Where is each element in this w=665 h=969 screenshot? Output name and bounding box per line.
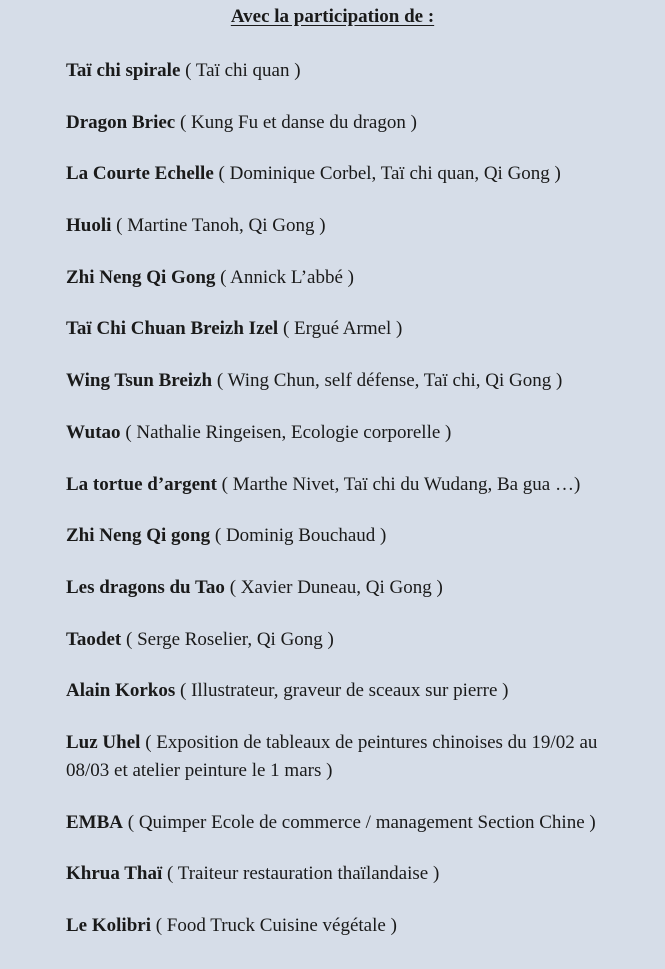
participant-details: ( Ergué Armel ) — [282, 318, 403, 340]
list-item — [66, 574, 626, 602]
participant-details: ( Dominique Corbel, Taï chi quan, Qi Gong ) — [218, 163, 561, 185]
list-item — [66, 471, 626, 499]
list-item — [66, 419, 626, 447]
list-item — [66, 212, 626, 240]
participant-name: Taï Chi Chuan Breizh Izel — [66, 318, 279, 340]
participant-name: Alain Korkos — [66, 680, 176, 702]
list-item — [66, 109, 626, 137]
list-item — [66, 860, 626, 888]
participant-details: ( Annick L’abbé ) — [220, 266, 355, 288]
list-item — [66, 677, 626, 705]
participant-name: Luz Uhel — [66, 731, 141, 753]
list-item — [66, 522, 626, 550]
participant-details: ( Taï chi quan ) — [185, 60, 301, 81]
participant-details: ( Serge Roselier, Qi Gong ) — [126, 628, 334, 650]
list-item — [66, 160, 626, 188]
page-title: Avec la participation de : — [230, 6, 435, 27]
list-item — [66, 264, 626, 292]
participant-details: ( Quimper Ecole de commerce / management Section Chine ) — [127, 811, 596, 833]
list-item — [66, 57, 626, 85]
participant-name: Zhi Neng Qi gong — [66, 525, 211, 547]
participant-name: Les dragons du Tao — [66, 576, 225, 598]
participant-name: Le Kolibri — [66, 915, 151, 936]
participant-name: Khrua Thaï — [66, 863, 163, 885]
participant-name: Taodet — [66, 628, 122, 650]
participant-details: ( Kung Fu et danse du dragon ) — [179, 111, 417, 133]
participant-details: ( Xavier Duneau, Qi Gong ) — [229, 576, 443, 598]
list-item — [66, 912, 626, 940]
participant-details: ( Illustrateur, graveur de sceaux sur pierre ) — [180, 680, 509, 702]
participant-details: ( Wing Chun, self défense, Taï chi, Qi Gong ) — [216, 370, 563, 392]
list-item — [66, 315, 626, 343]
participant-name: Wutao — [66, 421, 121, 443]
participant-details: ( Martine Tanoh, Qi Gong ) — [116, 215, 326, 237]
participant-name: Wing Tsun Breizh — [66, 370, 213, 392]
participant-name: Taï chi spirale — [66, 60, 181, 81]
participant-list — [66, 57, 626, 964]
list-item — [66, 729, 626, 785]
participant-details: ( Traiteur restauration thaïlandaise ) — [167, 863, 440, 885]
participant-details: ( Food Truck Cuisine végétale ) — [155, 915, 397, 936]
participant-name: Dragon Briec — [66, 111, 176, 133]
list-item — [66, 809, 626, 837]
participant-details: ( Marthe Nivet, Taï chi du Wudang, Ba gua …) — [221, 473, 581, 495]
participant-details: ( Exposition de tableaux de peintures chinoises du 19/02 au 08/03 et atelier peinture le 1 mars ) — [66, 731, 598, 781]
participant-name: La Courte Echelle — [66, 163, 214, 185]
list-item — [66, 367, 626, 395]
participant-details: ( Nathalie Ringeisen, Ecologie corporelle ) — [125, 421, 452, 443]
participant-details: ( Dominig Bouchaud ) — [214, 525, 387, 547]
participant-name: EMBA — [66, 811, 123, 833]
list-item — [66, 626, 626, 654]
participant-name: La tortue d’argent — [66, 473, 217, 495]
participant-name: Huoli — [66, 215, 112, 237]
participant-name: Zhi Neng Qi Gong — [66, 266, 216, 288]
